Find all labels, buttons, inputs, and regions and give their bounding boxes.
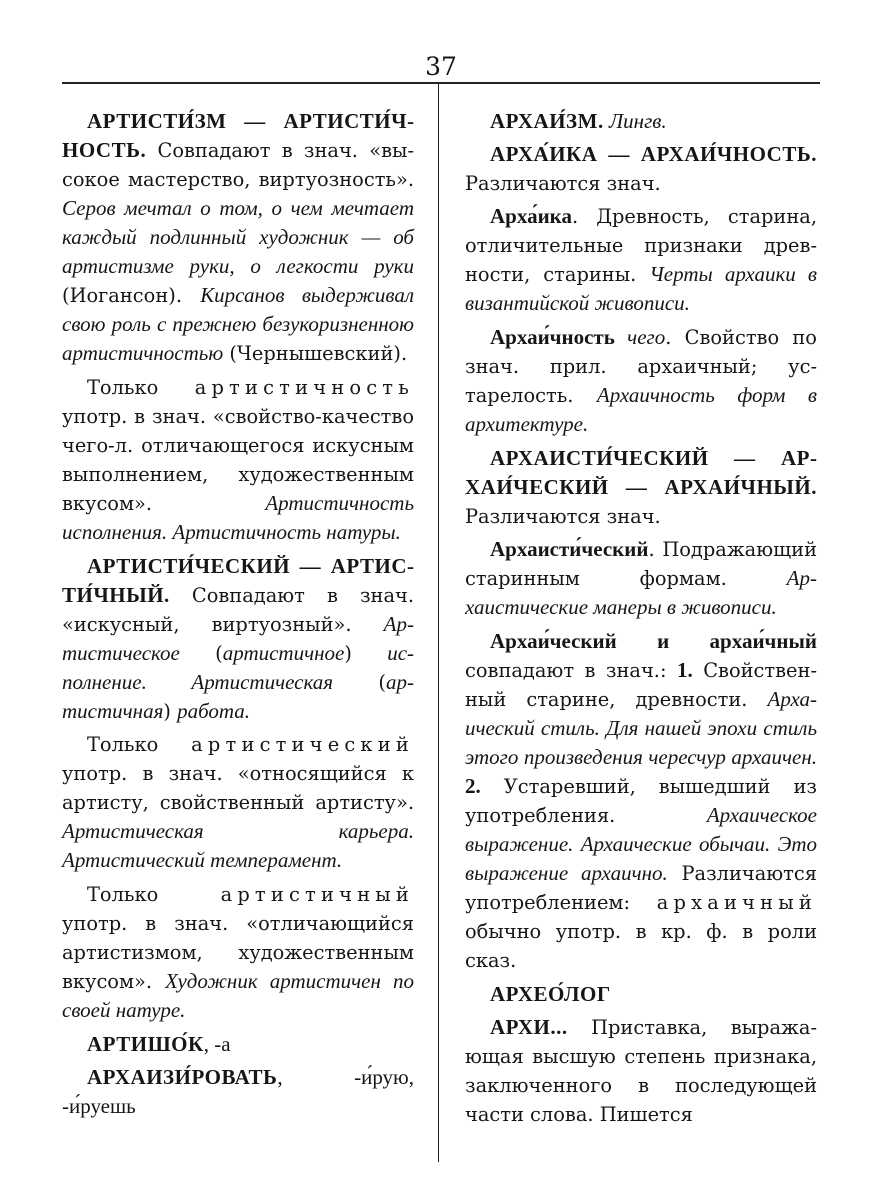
spaced-word: артистичный: [220, 883, 414, 906]
definition: употр. в знач. «отличающийся артистизмом, художественным вкусом».: [62, 912, 414, 993]
definition: . Свойство по знач. прил. архаичный; устарелость.: [465, 326, 817, 407]
entry-arkhaika-sense: [465, 202, 817, 318]
definition: употр. в знач. «свойство-качество чего-л. отличающегося искусным выполнением, художественным вкусом».: [62, 405, 414, 515]
example: Архаический стиль. Для нашей эпохи стиль этого произведения чересчур архаичен.: [465, 687, 817, 769]
government: чего: [614, 325, 666, 349]
definition: совпадают в знач.:: [465, 659, 677, 682]
text: Только: [87, 733, 192, 756]
bold-word: архаи́чный: [709, 629, 817, 653]
headword: АРХАИСТИ́ЧЕСКИЙ — АРХАИ́ЧЕСКИЙ — АРХАИ́ЧНЫЙ.: [465, 446, 817, 499]
right-column: [465, 107, 817, 1133]
definition: Различаются знач.: [465, 505, 661, 528]
conjunction: и: [616, 629, 710, 653]
entry-arkhaizirovat: [62, 1063, 414, 1121]
bold-word: Арха́ика: [490, 204, 572, 228]
punct: ): [344, 642, 388, 665]
example: артистичное: [222, 641, 345, 665]
example: Архаистические манеры в живописи.: [465, 566, 817, 619]
header-rule: [62, 82, 820, 84]
definition: Свойственный старине, древности.: [465, 659, 818, 711]
sense-number: 2.: [465, 774, 481, 798]
entry-arkhaichnost-sense: [465, 323, 817, 439]
text: Только: [87, 883, 221, 906]
headword: АРХИ...: [490, 1015, 568, 1039]
entry-arkheolog: [465, 980, 817, 1009]
source: (Чернышевский).: [223, 342, 408, 365]
headword: АРТИШО́К: [87, 1032, 204, 1056]
definition: Приставка, выражающая высшую степень признака, заключенного в последующей части слова. Пишется: [465, 1016, 817, 1126]
headword: АРХА́ИКА — АРХАИ́ЧНОСТЬ.: [490, 142, 817, 166]
headword: АРТИСТИ́ЗМ — АРТИСТИ́ЧНОСТЬ.: [62, 109, 414, 162]
example: артистичная: [62, 670, 414, 723]
punct: (: [179, 642, 223, 665]
example: Серов мечтал о том, о чем мечтает каждый подлинный художник — об артистизме руки, о легкости руки: [62, 196, 414, 278]
headword: АРТИСТИ́ЧЕСКИЙ — АРТИСТИ́ЧНЫЙ.: [62, 554, 414, 607]
punct: (: [333, 671, 386, 694]
entry-artistizm: [62, 107, 414, 368]
bold-word: Архаисти́ческий: [490, 537, 649, 561]
column-divider: [438, 84, 439, 1162]
grammar-form: , -и́рую, -и́руешь: [62, 1065, 414, 1118]
entry-artistichnost: [62, 373, 414, 547]
example: Архаичность форм в архитектуре.: [465, 383, 817, 436]
entry-artisticheskiy-usage: [62, 730, 414, 875]
text: Только: [87, 376, 195, 399]
left-column: [62, 107, 414, 1125]
spaced-word: артистический: [191, 733, 414, 756]
definition: Совпадают в знач. «искусный, виртуозный».: [62, 584, 414, 636]
entry-arkhaika: [465, 140, 817, 198]
example: Черты архаики в византийской живописи.: [465, 262, 818, 315]
bold-word: Архаи́ческий: [490, 629, 617, 653]
source: (Иогансон).: [62, 284, 201, 307]
definition: . Древность, старина, отличительные признаки древности, старины.: [465, 205, 817, 286]
definition: обычно употр. в кр. ф. в роли сказ.: [465, 920, 817, 972]
example: Кирсанов выдерживал свою роль с прежнею безукоризненною артистичностью: [62, 283, 414, 365]
example: Архаическое выражение. Архаические обычаи. Это выражение архаично.: [465, 803, 817, 885]
entry-arkhaisticheskiy: [465, 444, 817, 531]
entry-artistichnyy-usage: [62, 880, 414, 1025]
headword: АРХАИ́ЗМ.: [490, 109, 604, 133]
grammar-form: , -а: [203, 1032, 231, 1056]
example: Артистичность исполнения. Артистичность натуры.: [62, 491, 414, 544]
spaced-word: артистичность: [194, 376, 414, 399]
definition: . Подражающий старинным формам.: [465, 538, 817, 590]
definition: Устаревший, вышедший из употребления.: [465, 775, 817, 827]
usage-label: Лингв.: [603, 109, 667, 133]
definition: Различаются знач.: [465, 172, 661, 195]
sense-number: 1.: [676, 658, 693, 682]
entry-artishok: [62, 1030, 414, 1059]
punct: ): [163, 700, 178, 723]
definition: Различаются употреблением:: [465, 862, 818, 914]
bold-word: Архаи́чность: [490, 325, 615, 349]
example: Художник артистичен по своей натуре.: [62, 969, 414, 1022]
entry-arkhaisticheskiy-sense: [465, 535, 817, 622]
entry-arkhi: [465, 1013, 817, 1129]
definition: употр. в знач. «относящийся к артисту, свойственный артисту».: [62, 762, 414, 814]
example: исполнение. Артистическая: [62, 641, 415, 694]
headword: АРХЕО́ЛОГ: [490, 982, 611, 1006]
example: работа.: [177, 699, 251, 723]
example: Артистическая карьера. Артистический темперамент.: [62, 819, 414, 872]
headword: АРХАИЗИ́РОВАТЬ: [87, 1065, 278, 1089]
entry-arkhaizm: [465, 107, 817, 136]
entry-arkhaicheskiy-sense: [465, 627, 817, 975]
definition: Совпадают в знач. «высокое мастерство, виртуозность».: [62, 139, 414, 191]
spaced-word: архаичный: [656, 891, 817, 914]
example: Артистическое: [62, 612, 414, 665]
page-number: 37: [425, 52, 457, 81]
entry-artisticheskiy: [62, 552, 414, 726]
